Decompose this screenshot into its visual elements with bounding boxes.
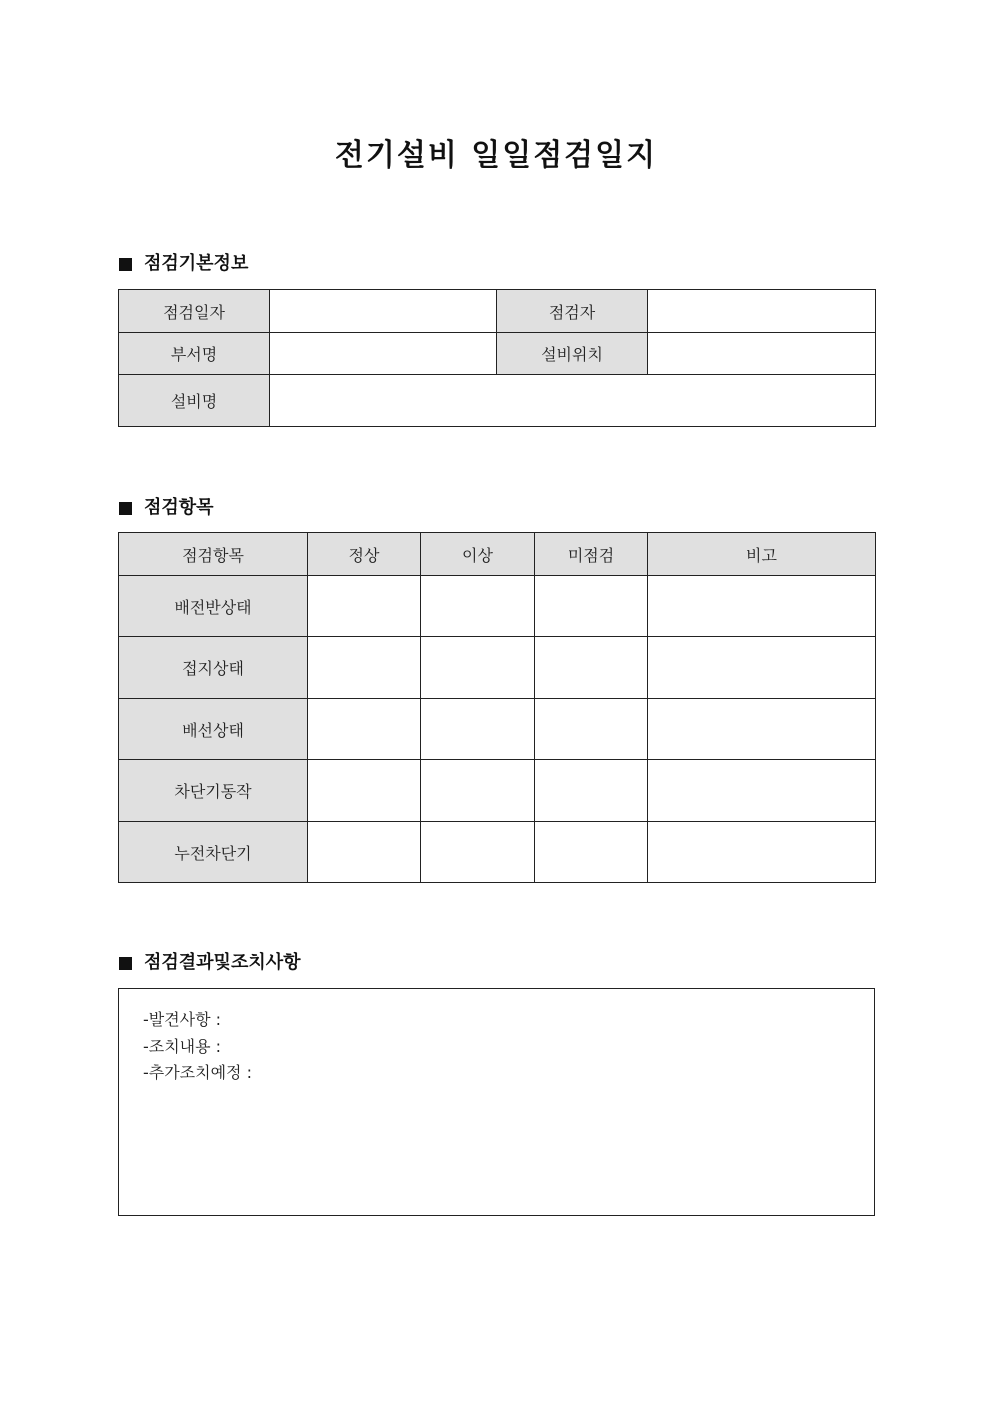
table-row xyxy=(119,576,876,637)
items-heading xyxy=(119,496,214,520)
normal-check-cell[interactable] xyxy=(308,760,421,822)
normal-check-cell[interactable] xyxy=(308,822,421,883)
actions-taken-line: -조치내용 : xyxy=(143,1037,222,1056)
table-row xyxy=(119,760,876,822)
unchecked-check-cell[interactable] xyxy=(535,822,648,883)
normal-check-cell[interactable] xyxy=(308,699,421,760)
results-heading-text: 점검결과및조치사항 xyxy=(144,952,301,973)
equipment-name-field[interactable] xyxy=(270,375,876,427)
department-field[interactable] xyxy=(270,333,497,375)
table-row xyxy=(119,822,876,883)
remark-cell[interactable] xyxy=(648,699,876,760)
basic-info-table xyxy=(118,289,876,427)
remark-cell[interactable] xyxy=(648,760,876,822)
remark-cell[interactable] xyxy=(648,822,876,883)
results-text-area[interactable] xyxy=(118,988,875,1216)
abnormal-check-cell[interactable] xyxy=(421,760,535,822)
unchecked-check-cell[interactable] xyxy=(535,760,648,822)
square-bullet-icon xyxy=(119,258,132,271)
square-bullet-icon xyxy=(119,957,132,970)
column-header-normal: 정상 xyxy=(308,533,421,576)
findings-line: -발견사항 : xyxy=(143,1010,222,1029)
items-heading-text: 점검항목 xyxy=(144,497,214,518)
abnormal-check-cell[interactable] xyxy=(421,637,535,699)
inspection-items-table xyxy=(118,532,876,883)
unchecked-check-cell[interactable] xyxy=(535,576,648,637)
basic-info-heading-text: 점검기본정보 xyxy=(144,253,249,274)
item-name-cell: 차단기동작 xyxy=(119,760,308,822)
normal-check-cell[interactable] xyxy=(308,637,421,699)
inspection-date-label: 점검일자 xyxy=(119,290,270,333)
inspection-date-field[interactable] xyxy=(270,290,497,333)
department-label: 부서명 xyxy=(119,333,270,375)
table-header-row xyxy=(119,533,876,576)
column-header-remark: 비고 xyxy=(648,533,876,576)
abnormal-check-cell[interactable] xyxy=(421,822,535,883)
column-header-abnormal: 이상 xyxy=(421,533,535,576)
planned-actions-line: -추가조치예정 : xyxy=(143,1063,252,1082)
document-title: 전기설비 일일점검일지 xyxy=(334,138,658,173)
location-label: 설비위치 xyxy=(497,333,648,375)
remark-cell[interactable] xyxy=(648,637,876,699)
unchecked-check-cell[interactable] xyxy=(535,699,648,760)
basic-info-heading xyxy=(119,252,248,276)
abnormal-check-cell[interactable] xyxy=(421,576,535,637)
inspector-label: 점검자 xyxy=(497,290,648,333)
equipment-name-label: 설비명 xyxy=(119,375,270,427)
unchecked-check-cell[interactable] xyxy=(535,637,648,699)
table-row xyxy=(119,637,876,699)
normal-check-cell[interactable] xyxy=(308,576,421,637)
remark-cell[interactable] xyxy=(648,576,876,637)
item-name-cell: 누전차단기 xyxy=(119,822,308,883)
column-header-unchecked: 미점검 xyxy=(535,533,648,576)
square-bullet-icon xyxy=(119,502,132,515)
basic-info-row xyxy=(119,333,876,375)
item-name-cell: 접지상태 xyxy=(119,637,308,699)
item-name-cell: 배전반상태 xyxy=(119,576,308,637)
column-header-item: 점검항목 xyxy=(119,533,308,576)
results-heading xyxy=(119,951,301,975)
inspector-field[interactable] xyxy=(648,290,876,333)
item-name-cell: 배선상태 xyxy=(119,699,308,760)
abnormal-check-cell[interactable] xyxy=(421,699,535,760)
table-row xyxy=(119,699,876,760)
basic-info-row xyxy=(119,375,876,427)
basic-info-row xyxy=(119,290,876,333)
location-field[interactable] xyxy=(648,333,876,375)
